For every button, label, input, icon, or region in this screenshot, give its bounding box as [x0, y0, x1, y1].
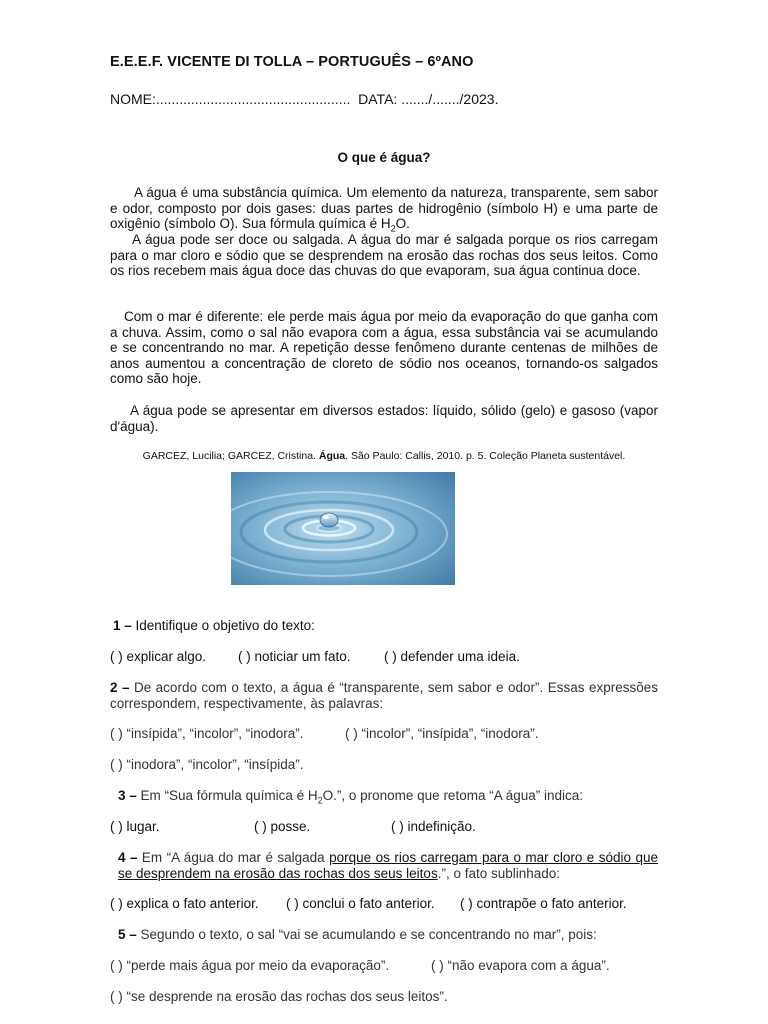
- reference-authors: GARCEZ, Lucilia; GARCEZ, Cristina.: [142, 450, 319, 462]
- reference-publisher: . São Paulo: Callis, 2010. p. 5. Coleção Planeta sustentável.: [345, 450, 626, 462]
- paragraph-4: A água pode se apresentar em diversos estados: líquido, sólido (gelo) e gasoso (vapor d'água).: [110, 403, 658, 434]
- question-2-option-3[interactable]: ( ) “inodora”, “incolor”, “insípida”.: [110, 757, 304, 772]
- question-4-text-end: .”, o fato sublinhado:: [437, 865, 561, 881]
- subscript-2: 2: [390, 223, 396, 234]
- question-5-option-2[interactable]: ( ) “não evapora com a água”.: [431, 958, 610, 973]
- paragraph-1-end: O.: [395, 216, 410, 232]
- question-2-number: 2 –: [110, 680, 130, 695]
- water-drop-illustration: [231, 472, 455, 585]
- bibliographic-reference: [0, 450, 768, 462]
- paragraph-3: Com o mar é diferente: ele perde mais água por meio da evaporação do que ganha com a chuva. Assim, como o sal não evapora com a água, essa substância vai se acumulando e se concentrando no mar. A repetição desse fenômeno durante centenas de milhões de anos aumentou a concentração de cloreto de sódio nos oceanos, tornando-os salgados como são hoje.: [110, 309, 658, 387]
- question-3-option-1[interactable]: ( ) lugar.: [110, 819, 160, 834]
- text-title: O que é água?: [337, 150, 431, 165]
- question-4-option-1[interactable]: ( ) explica o fato anterior.: [110, 896, 259, 911]
- question-1-text: Identifique o objetivo do texto:: [131, 618, 315, 633]
- name-date-row: NOME:.................................................. DATA: ......./......./2023.: [110, 91, 499, 107]
- question-4-text: Em “A água do mar é salgada: [137, 850, 330, 865]
- question-5-number: 5 –: [118, 927, 137, 942]
- water-drop-image: [231, 472, 455, 585]
- question-3-text: Em “Sua fórmula química é H: [136, 788, 318, 803]
- question-3-text-end: O.”, o pronome que retoma “A água” indica:: [322, 788, 584, 803]
- question-1-option-2[interactable]: ( ) noticiar um fato.: [238, 649, 351, 664]
- question-4-underlined-fact: porque os rios carregam para o mar cloro e sódio que se desprendem na erosão das rochas dos seus leitos: [118, 850, 658, 881]
- question-1-option-1[interactable]: ( ) explicar algo.: [110, 649, 207, 664]
- question-3-option-3[interactable]: ( ) indefinição.: [391, 819, 476, 834]
- question-4-number: 4 –: [118, 850, 138, 865]
- question-5-option-3[interactable]: ( ) “se desprende na erosão das rochas dos seus leitos”.: [110, 989, 448, 1004]
- question-1-option-3[interactable]: ( ) defender uma ideia.: [384, 649, 520, 664]
- paragraph-1-text: A água é uma substância química. Um elemento da natureza, transparente, sem sabor e odor, composto por dois gases: duas partes de hidrogênio (símbolo H) e uma parte de oxigênio (símbolo O). Sua fórmula química é H: [110, 185, 658, 232]
- question-3-option-2[interactable]: ( ) posse.: [254, 819, 311, 834]
- question-3: [118, 788, 666, 809]
- paragraph-1: [110, 185, 658, 232]
- question-2-text: De acordo com o texto, a água é “transparente, sem sabor e odor”. Essas expressões correspondem, respectivamente, às palavras:: [110, 680, 658, 711]
- question-1-number: 1 –: [113, 618, 132, 633]
- question-2-option-1[interactable]: ( ) “insípida”, “incolor”, “inodora”.: [110, 726, 304, 741]
- subscript-2: 2: [317, 795, 323, 806]
- reference-title: Água: [318, 450, 346, 462]
- question-4-option-2[interactable]: ( ) conclui o fato anterior.: [286, 896, 435, 911]
- question-3-number: 3 –: [118, 788, 137, 803]
- question-2: [110, 680, 658, 711]
- question-1: [113, 618, 661, 634]
- question-5-option-1[interactable]: ( ) “perde mais água por meio da evaporação”.: [110, 958, 390, 973]
- question-4: [118, 850, 658, 881]
- paragraph-2: A água pode ser doce ou salgada. A água do mar é salgada porque os rios carregam para o mar cloro e sódio que se desprendem na erosão das rochas dos seus leitos. Como os rios recebem mais água doce das chuvas do que evaporam, sua água continua doce.: [110, 232, 658, 279]
- school-header: E.E.E.F. VICENTE DI TOLLA – PORTUGUÊS – 6ºANO: [110, 54, 474, 70]
- question-5: [118, 927, 666, 943]
- question-2-option-2[interactable]: ( ) “incolor”, “insípida”, “inodora”.: [345, 726, 539, 741]
- question-4-option-3[interactable]: ( ) contrapõe o fato anterior.: [460, 896, 627, 911]
- question-5-text: Segundo o texto, o sal “vai se acumulando e se concentrando no mar”, pois:: [136, 927, 597, 942]
